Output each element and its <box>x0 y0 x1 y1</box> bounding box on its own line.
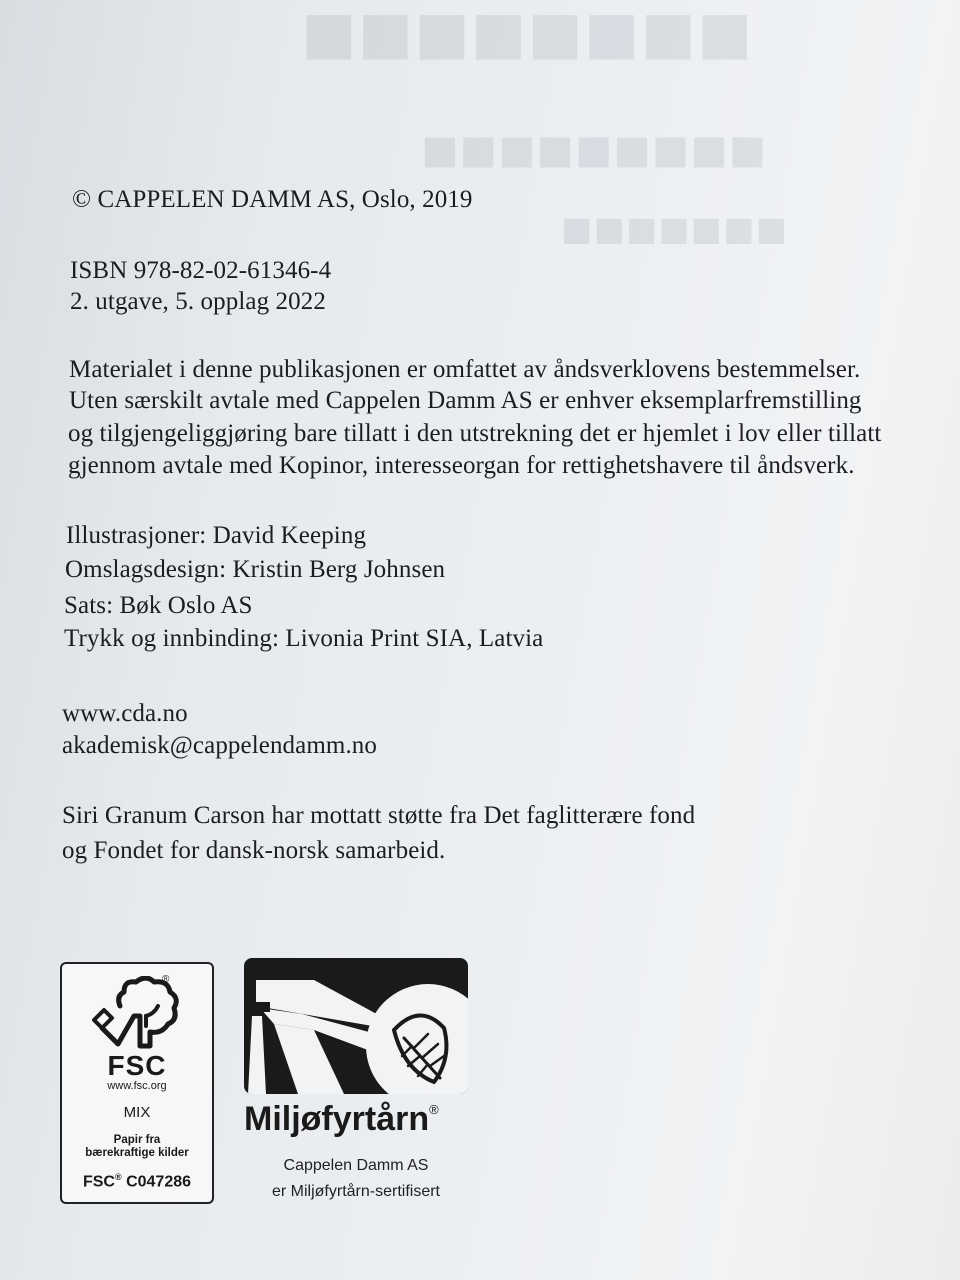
legal-line: gjennom avtale med Kopinor, interesseorgan for rettighetshavere til åndsverk. <box>68 452 855 479</box>
fsc-code-prefix: FSC <box>82 1173 115 1191</box>
fsc-license-code <box>62 1172 212 1191</box>
support-line: Siri Granum Carson har mottatt støtte fra Det faglitterære fond <box>62 802 696 829</box>
edition-line: 2. utgave, 5. opplag 2022 <box>70 288 326 315</box>
fsc-paper-label <box>62 1134 212 1160</box>
bleed-through-ghost: ■■■■■■■■ <box>300 0 753 85</box>
credit-illustrations: Illustrasjoner: David Keeping <box>66 522 367 549</box>
fsc-logo <box>60 962 214 1204</box>
miljofyrtarn-company: Cappelen Damm AS <box>283 1157 429 1174</box>
credit-cover-design: Omslagsdesign: Kristin Berg Johnsen <box>65 556 446 583</box>
bleed-through-ghost: ■■■■■■■■■ <box>420 116 767 185</box>
legal-line: Materialet i denne publikasjonen er omfattet av åndsverklovens bestemmelser. <box>69 356 861 383</box>
miljofyrtarn-certification: er Miljøfyrtårn-sertifisert <box>271 1183 440 1200</box>
fsc-code-number: C047286 <box>121 1173 192 1191</box>
miljofyrtarn-logo <box>244 958 468 1094</box>
fsc-brand: FSC <box>107 1050 167 1081</box>
fsc-url: www.fsc.org <box>107 1080 167 1092</box>
support-line: og Fondet for dansk-norsk samarbeid. <box>62 837 446 864</box>
registered-mark: ® <box>429 1102 439 1117</box>
fsc-tree-icon <box>88 976 186 1050</box>
miljofyrtarn-brand <box>244 1100 439 1139</box>
fsc-paper-line: bærekraftige kilder <box>85 1147 189 1159</box>
email-link[interactable]: akademisk@cappelendamm.no <box>62 732 377 759</box>
isbn-line: ISBN 978-82-02-61346-4 <box>70 257 332 284</box>
miljofyrtarn-wordmark: Miljøfyrtårn <box>244 1100 430 1138</box>
bleed-through-ghost: ■■■■■■■ <box>560 201 787 259</box>
fsc-code-mark: ® <box>114 1172 122 1182</box>
credit-typesetting: Sats: Bøk Oslo AS <box>64 592 253 619</box>
fsc-paper-line: Papir fra <box>113 1134 161 1146</box>
legal-line: Uten særskilt avtale med Cappelen Damm AS er enhver eksemplarfremstilling <box>69 387 862 414</box>
fsc-mix-label: MIX <box>123 1104 151 1121</box>
copyright-line: © CAPPELEN DAMM AS, Oslo, 2019 <box>72 186 473 213</box>
legal-line: og tilgjengeliggjøring bare tillatt i den utstrekning det er hjemlet i lov eller tillatt <box>68 420 882 447</box>
registered-mark: ® <box>162 974 170 985</box>
credit-printing: Trykk og innbinding: Livonia Print SIA, Latvia <box>64 625 544 652</box>
website-link[interactable]: www.cda.no <box>62 700 188 727</box>
